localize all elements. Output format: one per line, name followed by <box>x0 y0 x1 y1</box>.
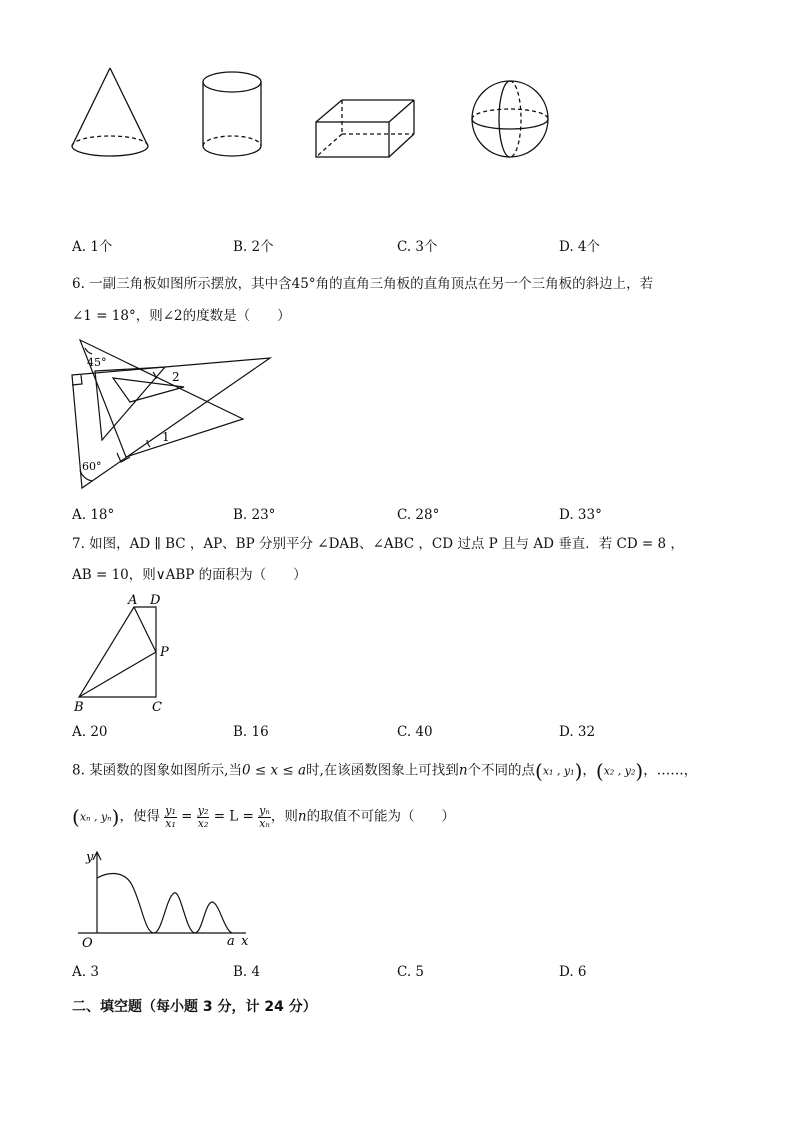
q7-label-a: A <box>128 593 138 608</box>
q6-label-45: 45° <box>87 356 107 369</box>
q7-label-b: B <box>74 700 84 715</box>
q5-option-b: B. 2个 <box>233 239 274 255</box>
q5-option-a: A. 1个 <box>72 239 113 255</box>
q6-label-60: 60° <box>82 460 102 473</box>
q5-option-d: D. 4个 <box>559 239 601 255</box>
q8-label-a: a <box>227 934 235 949</box>
q8-condition: 0 ≤ x ≤ a <box>241 762 307 779</box>
q6-stem-line1: 6. 一副三角板如图所示摆放，其中含45°角的直角三角板的直角顶点在另一个三角板的斜边上，若 <box>72 276 654 292</box>
q8-stem-line2: (xₙ , yₙ)，使得 $\frac{\text{y₁}}{\text{x₁}}$ = $\frac{\text{y₂}}{\text{x₂}}$ = L = $\frac{\text{yₙ}}{\text{xₙ}}$ ，则n的取值不可能为（ ） <box>72 804 456 830</box>
q8-fraction-1: $\frac{\text{y₁}}{\text{x₁}}$ <box>165 804 176 830</box>
q8-text-f: 的取值不可能为（ ） <box>306 808 456 825</box>
q8-fraction-n: $\frac{\text{yₙ}}{\text{xₙ}}$ <box>259 804 270 830</box>
q8-point-2: x₂ , y₂ <box>603 764 636 778</box>
q6-stem-line2: ∠1 = 18°，则∠2的度数是（ ） <box>72 308 291 324</box>
q8-label-x: x <box>241 934 249 949</box>
q8-stem-line1: 8. 某函数的图象如图所示,当0 ≤ x ≤ a时,在该函数图象上可找到n个不同的点(x₁ , y₁)，(x₂ , y₂)，……， <box>72 759 698 783</box>
q7-label-d: D <box>150 593 161 608</box>
q8-option-d: D. 6 <box>559 964 587 980</box>
q7-option-b: B. 16 <box>233 724 269 740</box>
q8-text-b: 时,在该函数图象上可找到 <box>306 762 459 779</box>
q8-label-o: O <box>82 936 93 951</box>
q8-text-c: 个不同的点 <box>467 762 536 779</box>
q8-text-e: ，则 <box>270 808 298 825</box>
q8-point-1: x₁ , y₁ <box>542 764 575 778</box>
q8-n: n <box>458 762 468 779</box>
q7-option-a: A. 20 <box>72 724 108 740</box>
q6-option-d: D. 33° <box>559 507 602 523</box>
section-2-title: 二、填空题（每小题 3 分，计 24 分） <box>72 999 317 1015</box>
q7-label-p: P <box>160 645 169 660</box>
q8-option-a: A. 3 <box>72 964 99 980</box>
q7-option-d: D. 32 <box>559 724 596 740</box>
q8-fraction-2: $\frac{\text{y₂}}{\text{x₂}}$ <box>197 804 209 830</box>
q8-dots: ……， <box>656 762 698 779</box>
q8-text-a: 8. 某函数的图象如图所示,当 <box>72 762 242 779</box>
q6-option-c: C. 28° <box>397 507 440 523</box>
cuboid-shape <box>316 100 414 157</box>
q8-option-c: C. 5 <box>397 964 425 980</box>
q6-option-a: A. 18° <box>72 507 115 523</box>
q5-option-c: C. 3个 <box>397 239 438 255</box>
q8-text-d: ，使得 <box>119 808 160 825</box>
q8-point-n: xₙ , yₙ <box>79 810 112 824</box>
q7-option-c: C. 40 <box>397 724 433 740</box>
q8-label-y: y <box>86 850 94 865</box>
q8-option-b: B. 4 <box>233 964 261 980</box>
q7-label-c: C <box>152 700 162 715</box>
sphere-shape <box>472 81 548 157</box>
q6-label-1: 1 <box>162 430 170 444</box>
q7-stem-line1: 7. 如图，AD ∥ BC ，AP、BP 分别平分 ∠DAB、∠ABC ，CD 过点 P 且与 AD 垂直．若 CD = 8 ， <box>72 536 684 552</box>
q6-label-2: 2 <box>172 370 180 384</box>
q7-stem-line2: AB = 10，则∨ABP 的面积为（ ） <box>72 567 307 583</box>
q6-option-b: B. 23° <box>233 507 276 523</box>
